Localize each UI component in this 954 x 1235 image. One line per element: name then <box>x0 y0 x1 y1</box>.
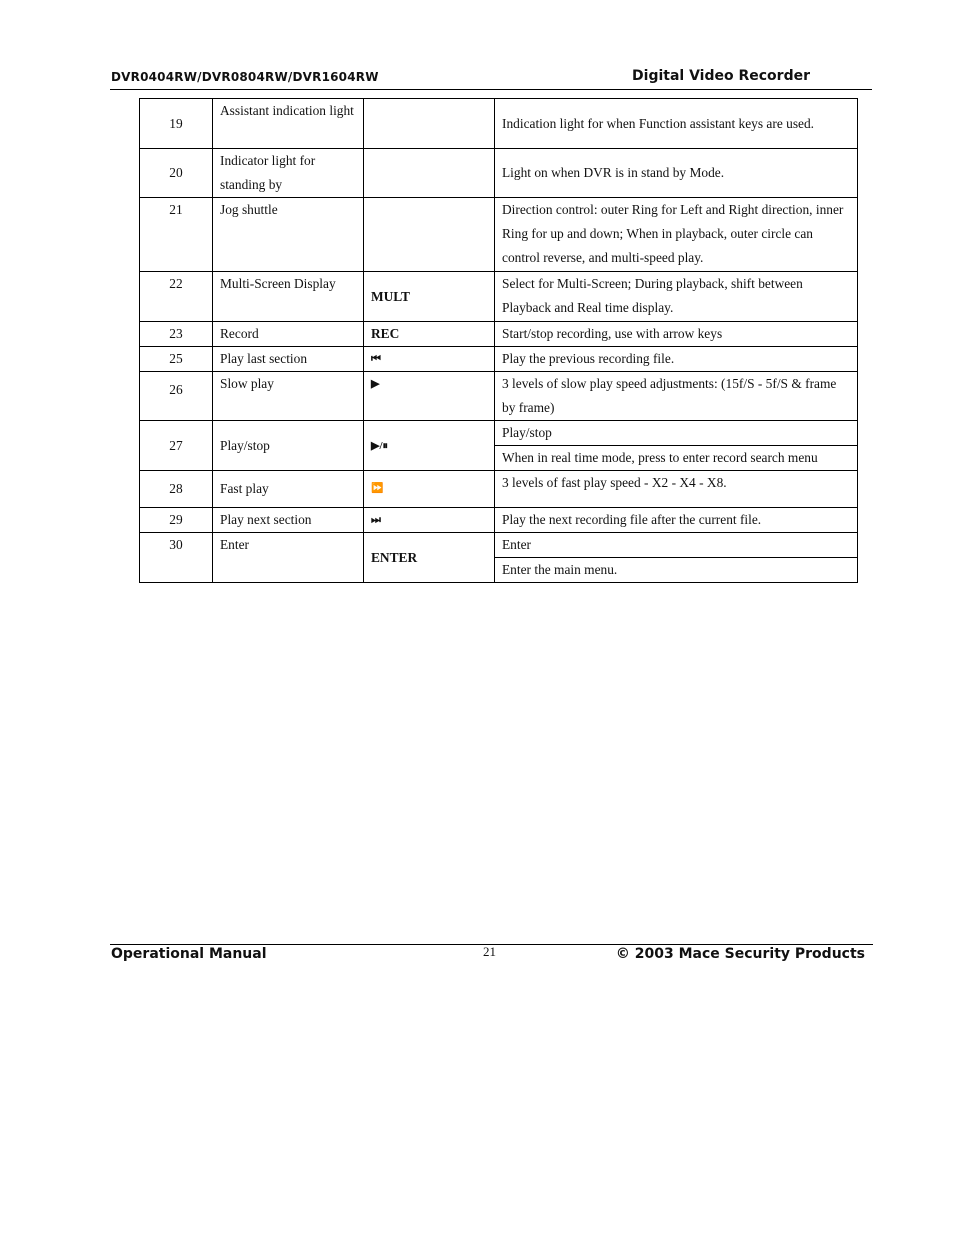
key-description: Start/stop recording, use with arrow keys <box>495 322 858 347</box>
key-name: Multi-Screen Display <box>213 272 364 322</box>
key-name: Fast play <box>213 471 364 508</box>
row-number: 25 <box>140 347 213 372</box>
previous-section-icon: ⏮ <box>364 347 495 372</box>
key-name: Play last section <box>213 347 364 372</box>
key-name: Assistant indication light <box>213 99 364 149</box>
table-row <box>140 99 858 149</box>
table-row <box>140 272 858 322</box>
key-description: Select for Multi-Screen; During playback, shift between Playback and Real time display. <box>495 272 858 322</box>
fast-forward-icon: ⏩ <box>364 471 495 508</box>
footer-copyright: © 2003 Mace Security Products <box>615 946 865 962</box>
table-row <box>140 372 858 421</box>
row-number: 28 <box>140 471 213 508</box>
key-button: ENTER <box>364 533 495 583</box>
key-name: Record <box>213 322 364 347</box>
key-button <box>364 198 495 272</box>
table-row <box>140 421 858 446</box>
play-pause-icon: ▶/⏸ <box>364 421 495 471</box>
key-name: Play/stop <box>213 421 364 471</box>
key-name: Enter <box>213 533 364 583</box>
row-number: 23 <box>140 322 213 347</box>
document-model-header: DVR0404RW/DVR0804RW/DVR1604RW <box>111 70 379 84</box>
key-button: MULT <box>364 272 495 322</box>
row-number: 27 <box>140 421 213 471</box>
key-description: Enter <box>495 533 858 558</box>
row-number: 19 <box>140 99 213 149</box>
row-number: 26 <box>140 372 213 421</box>
key-description: When in real time mode, press to enter record search menu <box>495 446 858 471</box>
table-row <box>140 471 858 508</box>
footer-manual-title: Operational Manual <box>111 946 267 962</box>
table-row <box>140 347 858 372</box>
key-description: 3 levels of fast play speed - X2 - X4 - X8. <box>495 471 858 508</box>
row-number: 30 <box>140 533 213 583</box>
key-name: Slow play <box>213 372 364 421</box>
table-row <box>140 149 858 198</box>
key-description: Play the next recording file after the current file. <box>495 508 858 533</box>
key-description: Play/stop <box>495 421 858 446</box>
row-number: 22 <box>140 272 213 322</box>
next-section-icon: ⏭ <box>364 508 495 533</box>
key-button <box>364 149 495 198</box>
key-description: Indication light for when Function assistant keys are used. <box>495 99 858 149</box>
table-row <box>140 198 858 272</box>
document-title-header: Digital Video Recorder <box>632 68 810 84</box>
table-row <box>140 508 858 533</box>
play-icon: ▶ <box>364 372 495 421</box>
key-name: Play next section <box>213 508 364 533</box>
key-button: REC <box>364 322 495 347</box>
key-description: Light on when DVR is in stand by Mode. <box>495 149 858 198</box>
front-panel-keys-table <box>139 98 858 583</box>
table-row <box>140 322 858 347</box>
key-description: 3 levels of slow play speed adjustments: (15f/S - 5f/S & frame by frame) <box>495 372 858 421</box>
key-name: Indicator light for standing by <box>213 149 364 198</box>
key-description: Play the previous recording file. <box>495 347 858 372</box>
row-number: 20 <box>140 149 213 198</box>
key-button <box>364 99 495 149</box>
page-number: 21 <box>483 944 496 959</box>
header-divider <box>110 89 872 90</box>
key-description: Enter the main menu. <box>495 558 858 583</box>
key-name: Jog shuttle <box>213 198 364 272</box>
row-number: 21 <box>140 198 213 272</box>
row-number: 29 <box>140 508 213 533</box>
key-description: Direction control: outer Ring for Left and Right direction, inner Ring for up and down; When in playback, outer circle can control reverse, and multi-speed play. <box>495 198 858 272</box>
table-row <box>140 533 858 558</box>
